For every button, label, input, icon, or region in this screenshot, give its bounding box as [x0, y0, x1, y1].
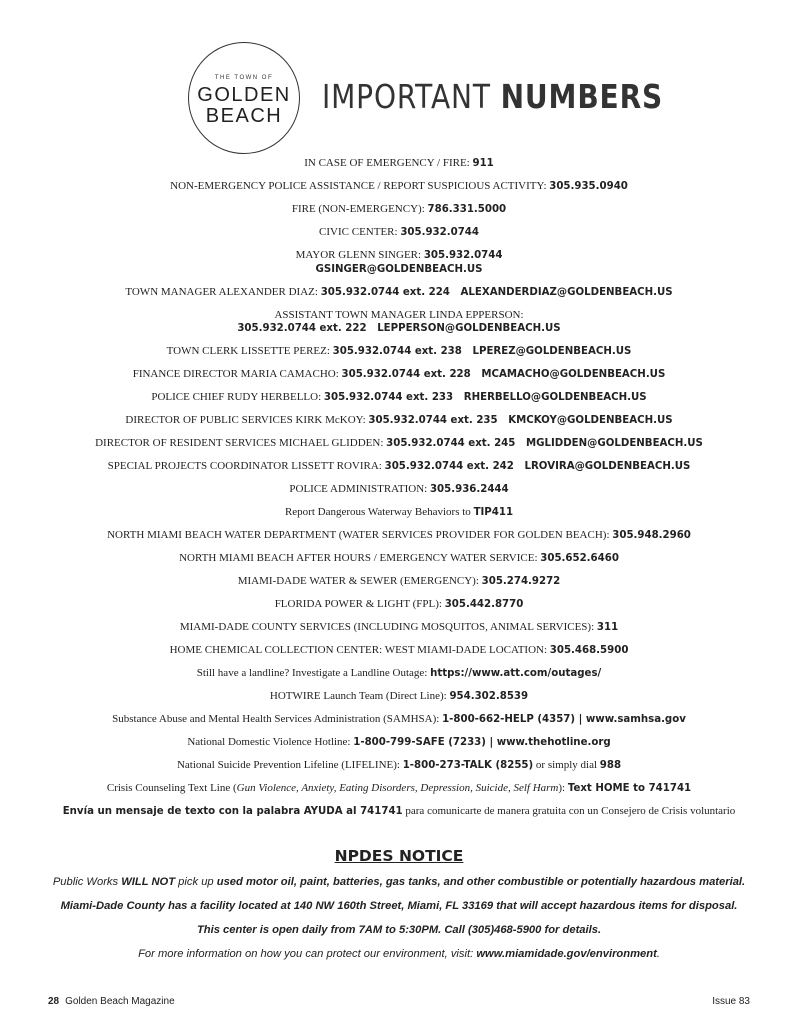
contact-line: HOTWIRE Launch Team (Direct Line): 954.302.8539	[269, 690, 529, 702]
contact-line: POLICE CHIEF RUDY HERBELLO: 305.932.0744 ext. 233 RHERBELLO@GOLDENBEACH.US	[151, 391, 647, 403]
magazine-name: Golden Beach Magazine	[65, 996, 175, 1007]
contact-line: Still have a landline? Investigate a Landline Outage: https://www.att.com/outages/	[196, 667, 602, 679]
page-number: 28	[48, 996, 60, 1007]
issue-number: Issue 83	[712, 996, 750, 1007]
contact-line: SPECIAL PROJECTS COORDINATOR LISSETT ROVIRA: 305.932.0744 ext. 242 LROVIRA@GOLDENBEACH.US	[107, 460, 691, 472]
contact-line: Crisis Counseling Text Line (Gun Violence, Anxiety, Eating Disorders, Depression, Suicide, Self Harm): Text HOME to 741741	[106, 782, 692, 794]
logo-tagline: THE TOWN OF	[214, 75, 274, 81]
npdes-paragraph-1: Public Works WILL NOT pick up used motor oil, paint, batteries, gas tanks, and other combustible or potentially hazardous material.	[52, 876, 746, 888]
title-bold: NUMBERS	[500, 77, 664, 116]
contact-line: NORTH MIAMI BEACH WATER DEPARTMENT (WATER SERVICES PROVIDER FOR GOLDEN BEACH): 305.948.2960	[107, 529, 691, 541]
contact-value: 305.932.0744 ext. 222 LEPPERSON@GOLDENBEACH.US	[237, 323, 561, 334]
footer-left	[48, 996, 175, 1007]
contact-line: NORTH MIAMI BEACH AFTER HOURS / EMERGENCY WATER SERVICE: 305.652.6460	[179, 552, 619, 564]
contact-line: FIRE (NON-EMERGENCY): 786.331.5000	[291, 203, 507, 215]
town-logo	[188, 42, 300, 154]
logo-line-1: GOLDEN	[197, 84, 291, 106]
contact-line: MIAMI-DADE COUNTY SERVICES (INCLUDING MOSQUITOS, ANIMAL SERVICES): 311	[179, 621, 619, 633]
contact-line: Substance Abuse and Mental Health Services Administration (SAMHSA): 1-800-662-HELP (4357) | www.samhsa.gov	[112, 713, 686, 725]
contact-line: Report Dangerous Waterway Behaviors to TIP411	[284, 506, 514, 518]
page-title	[322, 77, 664, 116]
contact-line: FLORIDA POWER & LIGHT (FPL): 305.442.8770	[274, 598, 524, 610]
title-light: IMPORTANT	[322, 77, 491, 116]
contact-line: DIRECTOR OF RESIDENT SERVICES MICHAEL GLIDDEN: 305.932.0744 ext. 245 MGLIDDEN@GOLDENBEACH.US	[95, 437, 703, 449]
contact-line: DIRECTOR OF PUBLIC SERVICES KIRK McKOY: 305.932.0744 ext. 235 KMCKOY@GOLDENBEACH.US	[125, 414, 673, 426]
npdes-paragraph-4: For more information on how you can protect our environment, visit: www.miamidade.gov/environment.	[138, 948, 660, 960]
contact-email: GSINGER@GOLDENBEACH.US	[315, 264, 483, 275]
contact-line: IN CASE OF EMERGENCY / FIRE: 911	[304, 157, 494, 169]
environment-link[interactable]: www.miamidade.gov/environment	[476, 948, 657, 960]
contact-line: MAYOR GLENN SINGER: 305.932.0744	[295, 249, 503, 261]
npdes-paragraph-2: Miami-Dade County has a facility located at 140 NW 160th Street, Miami, FL 33169 that will accept hazardous items for disposal.	[60, 900, 738, 912]
contact-line: National Suicide Prevention Lifeline (LIFELINE): 1-800-273-TALK (8255) or simply dial 988	[176, 759, 622, 771]
contact-line: POLICE ADMINISTRATION: 305.936.2444	[289, 483, 509, 495]
contact-line: TOWN CLERK LISSETTE PEREZ: 305.932.0744 ext. 238 LPEREZ@GOLDENBEACH.US	[166, 345, 632, 357]
logo-line-2: BEACH	[205, 105, 283, 127]
npdes-paragraph-3: This center is open daily from 7AM to 5:30PM. Call (305)468-5900 for details.	[196, 924, 602, 936]
contact-line: NON-EMERGENCY POLICE ASSISTANCE / REPORT SUSPICIOUS ACTIVITY: 305.935.0940	[170, 180, 628, 192]
contact-line: Envía un mensaje de texto con la palabra AYUDA al 741741 para comunicarte de manera gratuita con un Consejero de Crisis voluntario	[62, 805, 736, 817]
contact-line: National Domestic Violence Hotline: 1-800-799-SAFE (7233) | www.thehotline.org	[187, 736, 611, 748]
contact-line: MIAMI-DADE WATER & SEWER (EMERGENCY): 305.274.9272	[237, 575, 561, 587]
contact-line: CIVIC CENTER: 305.932.0744	[319, 226, 479, 238]
contact-line: TOWN MANAGER ALEXANDER DIAZ: 305.932.0744 ext. 224 ALEXANDERDIAZ@GOLDENBEACH.US	[125, 286, 673, 298]
contact-line: FINANCE DIRECTOR MARIA CAMACHO: 305.932.0744 ext. 228 MCAMACHO@GOLDENBEACH.US	[132, 368, 666, 380]
contact-line: HOME CHEMICAL COLLECTION CENTER: WEST MIAMI-DADE LOCATION: 305.468.5900	[169, 644, 629, 656]
contact-line: ASSISTANT TOWN MANAGER LINDA EPPERSON:	[274, 309, 524, 321]
npdes-title: NPDES NOTICE	[334, 847, 464, 865]
outage-link[interactable]: https://www.att.com/outages/	[430, 668, 602, 679]
